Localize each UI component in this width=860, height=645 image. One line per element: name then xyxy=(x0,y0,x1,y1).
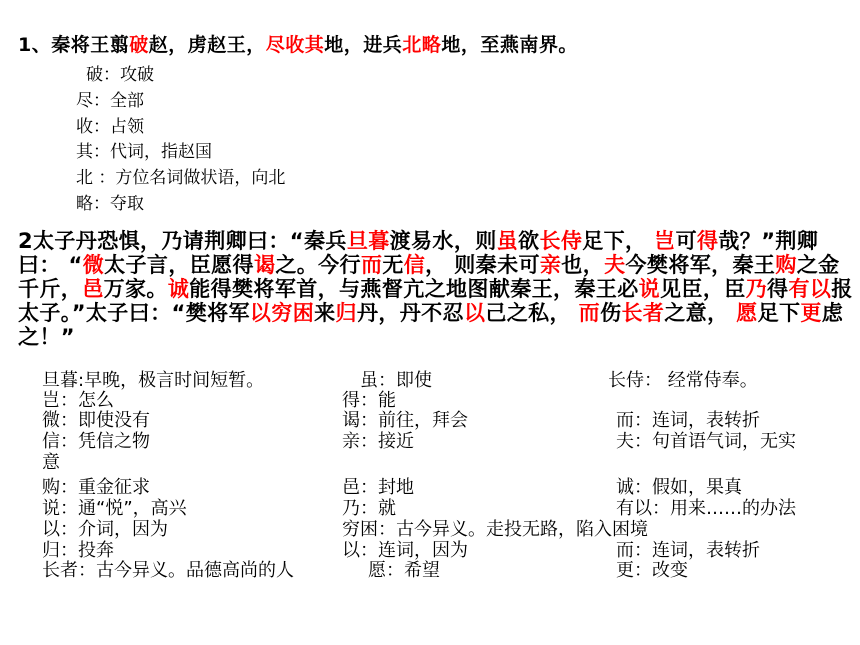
note-sui: 虽：即使 xyxy=(360,370,432,391)
passage-text: 万家。 xyxy=(103,277,168,301)
note-changshi: 长侍： 经常侍奉。 xyxy=(608,370,758,391)
note-fu-cont: 意 xyxy=(42,452,60,473)
gloss-qi: 其：代词，指赵国 xyxy=(76,142,212,162)
passage-key-term: 夫 xyxy=(604,253,626,277)
passage-key-term: 有以 xyxy=(788,277,832,301)
passage-text: 得 xyxy=(767,277,789,301)
note-gui: 归：投奔 xyxy=(42,540,114,561)
passage-key-term: 乃 xyxy=(745,277,768,301)
passage-key-term: 长者 xyxy=(621,301,665,325)
gloss-jin: 尽：全部 xyxy=(76,91,144,111)
passage-key-term: 邑 xyxy=(82,277,104,301)
note-qi: 岂：怎么 xyxy=(42,390,114,411)
gloss-lue: 略：夺取 xyxy=(76,194,144,214)
passage-text: ， 则秦未可 xyxy=(425,253,540,277)
passage-key-term: 穷困 xyxy=(271,301,315,325)
note-qiongkun: 穷困：古今异义。走投无路，陷入困境 xyxy=(342,519,648,540)
passage-text: 无 xyxy=(382,253,404,277)
note-nai: 乃：就 xyxy=(342,498,396,519)
passage-key-term: 而 xyxy=(360,253,383,277)
passage-key-term: 亲 xyxy=(539,253,562,277)
passage-key-term: 更 xyxy=(800,301,822,325)
passage-key-term: 长侍 xyxy=(539,229,583,253)
passage-key-term: 虽 xyxy=(496,229,519,253)
note-er1: 而：连词，表转折 xyxy=(616,410,760,431)
passage-key-term: 以 xyxy=(249,301,272,325)
passage-text: 2太子丹恐惧，乃请荆卿曰：“秦兵 xyxy=(18,229,347,253)
passage-text: 太子言，臣愿得 xyxy=(104,253,254,277)
heading-seg: 1、秦将王翦 xyxy=(18,34,130,56)
heading-seg-red: 尽收其 xyxy=(265,34,325,56)
passage-text: 虑之！” xyxy=(18,301,844,349)
note-yuan: 愿：希望 xyxy=(368,560,440,581)
passage-text: 今樊将军，秦王 xyxy=(625,253,776,277)
passage-text: 见臣，臣 xyxy=(660,277,746,301)
passage-key-term: 岂 xyxy=(654,229,676,253)
passage-key-term: 旦暮 xyxy=(346,229,390,253)
note-geng: 更：改变 xyxy=(616,560,688,581)
gloss-shou: 收：占领 xyxy=(76,117,144,137)
heading-seg: 地，至燕南界。 xyxy=(441,34,578,56)
heading-seg: 赵，虏赵王， xyxy=(148,34,266,56)
passage-key-term: 谒 xyxy=(253,253,276,277)
passage-text: 足下， xyxy=(582,229,655,253)
note-danmu: 旦暮:早晚，极言时间短暂。 xyxy=(42,370,265,391)
note-youyi: 有以：用来……的办法 xyxy=(616,498,796,519)
section2-passage xyxy=(18,229,854,349)
passage-text: 欲 xyxy=(518,229,540,253)
note-de: 得：能 xyxy=(342,390,396,411)
passage-key-term: 归 xyxy=(335,301,357,325)
gloss-bei: 北 ：方位名词做状语，向北 xyxy=(76,168,286,188)
note-yi: 邑：封地 xyxy=(342,477,414,498)
section1-heading xyxy=(18,30,578,57)
note-yi-lian: 以：连词，因为 xyxy=(342,540,468,561)
passage-text: 伤 xyxy=(600,301,622,325)
passage-key-term: 得 xyxy=(696,229,719,253)
passage-text: 之金千斤， xyxy=(18,253,840,301)
passage-text: 可 xyxy=(675,229,697,253)
gloss-po: 破：攻破 xyxy=(86,65,154,85)
note-xin: 信：凭信之物 xyxy=(42,431,150,452)
passage-text: 之意， xyxy=(664,301,737,325)
passage-text: 能得樊将军首，与燕督亢之地图献秦王，秦王必 xyxy=(189,277,639,301)
passage-key-term: 而 xyxy=(578,301,601,325)
passage-text: 丹，丹不忍 xyxy=(356,301,464,325)
passage-text: 来 xyxy=(314,301,336,325)
passage-key-term: 购 xyxy=(775,253,797,277)
note-shuo: 说：通“悦”，高兴 xyxy=(42,498,187,519)
heading-seg: 地，进兵 xyxy=(324,34,403,56)
heading-seg-red: 北略 xyxy=(402,34,442,56)
passage-key-term: 以 xyxy=(463,301,486,325)
passage-text: 己之私， xyxy=(485,301,579,325)
passage-key-term: 微 xyxy=(82,253,105,277)
note-ye: 谒：前往，拜会 xyxy=(342,410,468,431)
note-qin: 亲：接近 xyxy=(342,431,414,452)
note-er2: 而：连词，表转折 xyxy=(616,540,760,561)
note-zhangzhe: 长者：古今异义。品德高尚的人 xyxy=(42,560,294,581)
passage-text: 也， xyxy=(561,253,605,277)
passage-text: 渡易水，则 xyxy=(389,229,497,253)
passage-text: 足下 xyxy=(757,301,801,325)
heading-seg-red: 破 xyxy=(129,34,149,56)
passage-key-term: 说 xyxy=(638,277,661,301)
passage-key-term: 信 xyxy=(403,253,426,277)
note-wei: 微：即使没有 xyxy=(42,410,150,431)
passage-text: 哉？”荆卿曰： “ xyxy=(18,229,819,277)
passage-text: 之。今行 xyxy=(275,253,361,277)
passage-key-term: 诚 xyxy=(167,277,190,301)
passage-text: 报太子。”太子曰：“樊将军 xyxy=(18,277,853,325)
note-yi-jie: 以：介词，因为 xyxy=(42,519,168,540)
note-fu: 夫：句首语气词，无实 xyxy=(616,431,796,452)
note-gou: 购：重金征求 xyxy=(42,477,150,498)
note-cheng: 诚：假如，果真 xyxy=(616,477,742,498)
passage-key-term: 愿 xyxy=(736,301,758,325)
